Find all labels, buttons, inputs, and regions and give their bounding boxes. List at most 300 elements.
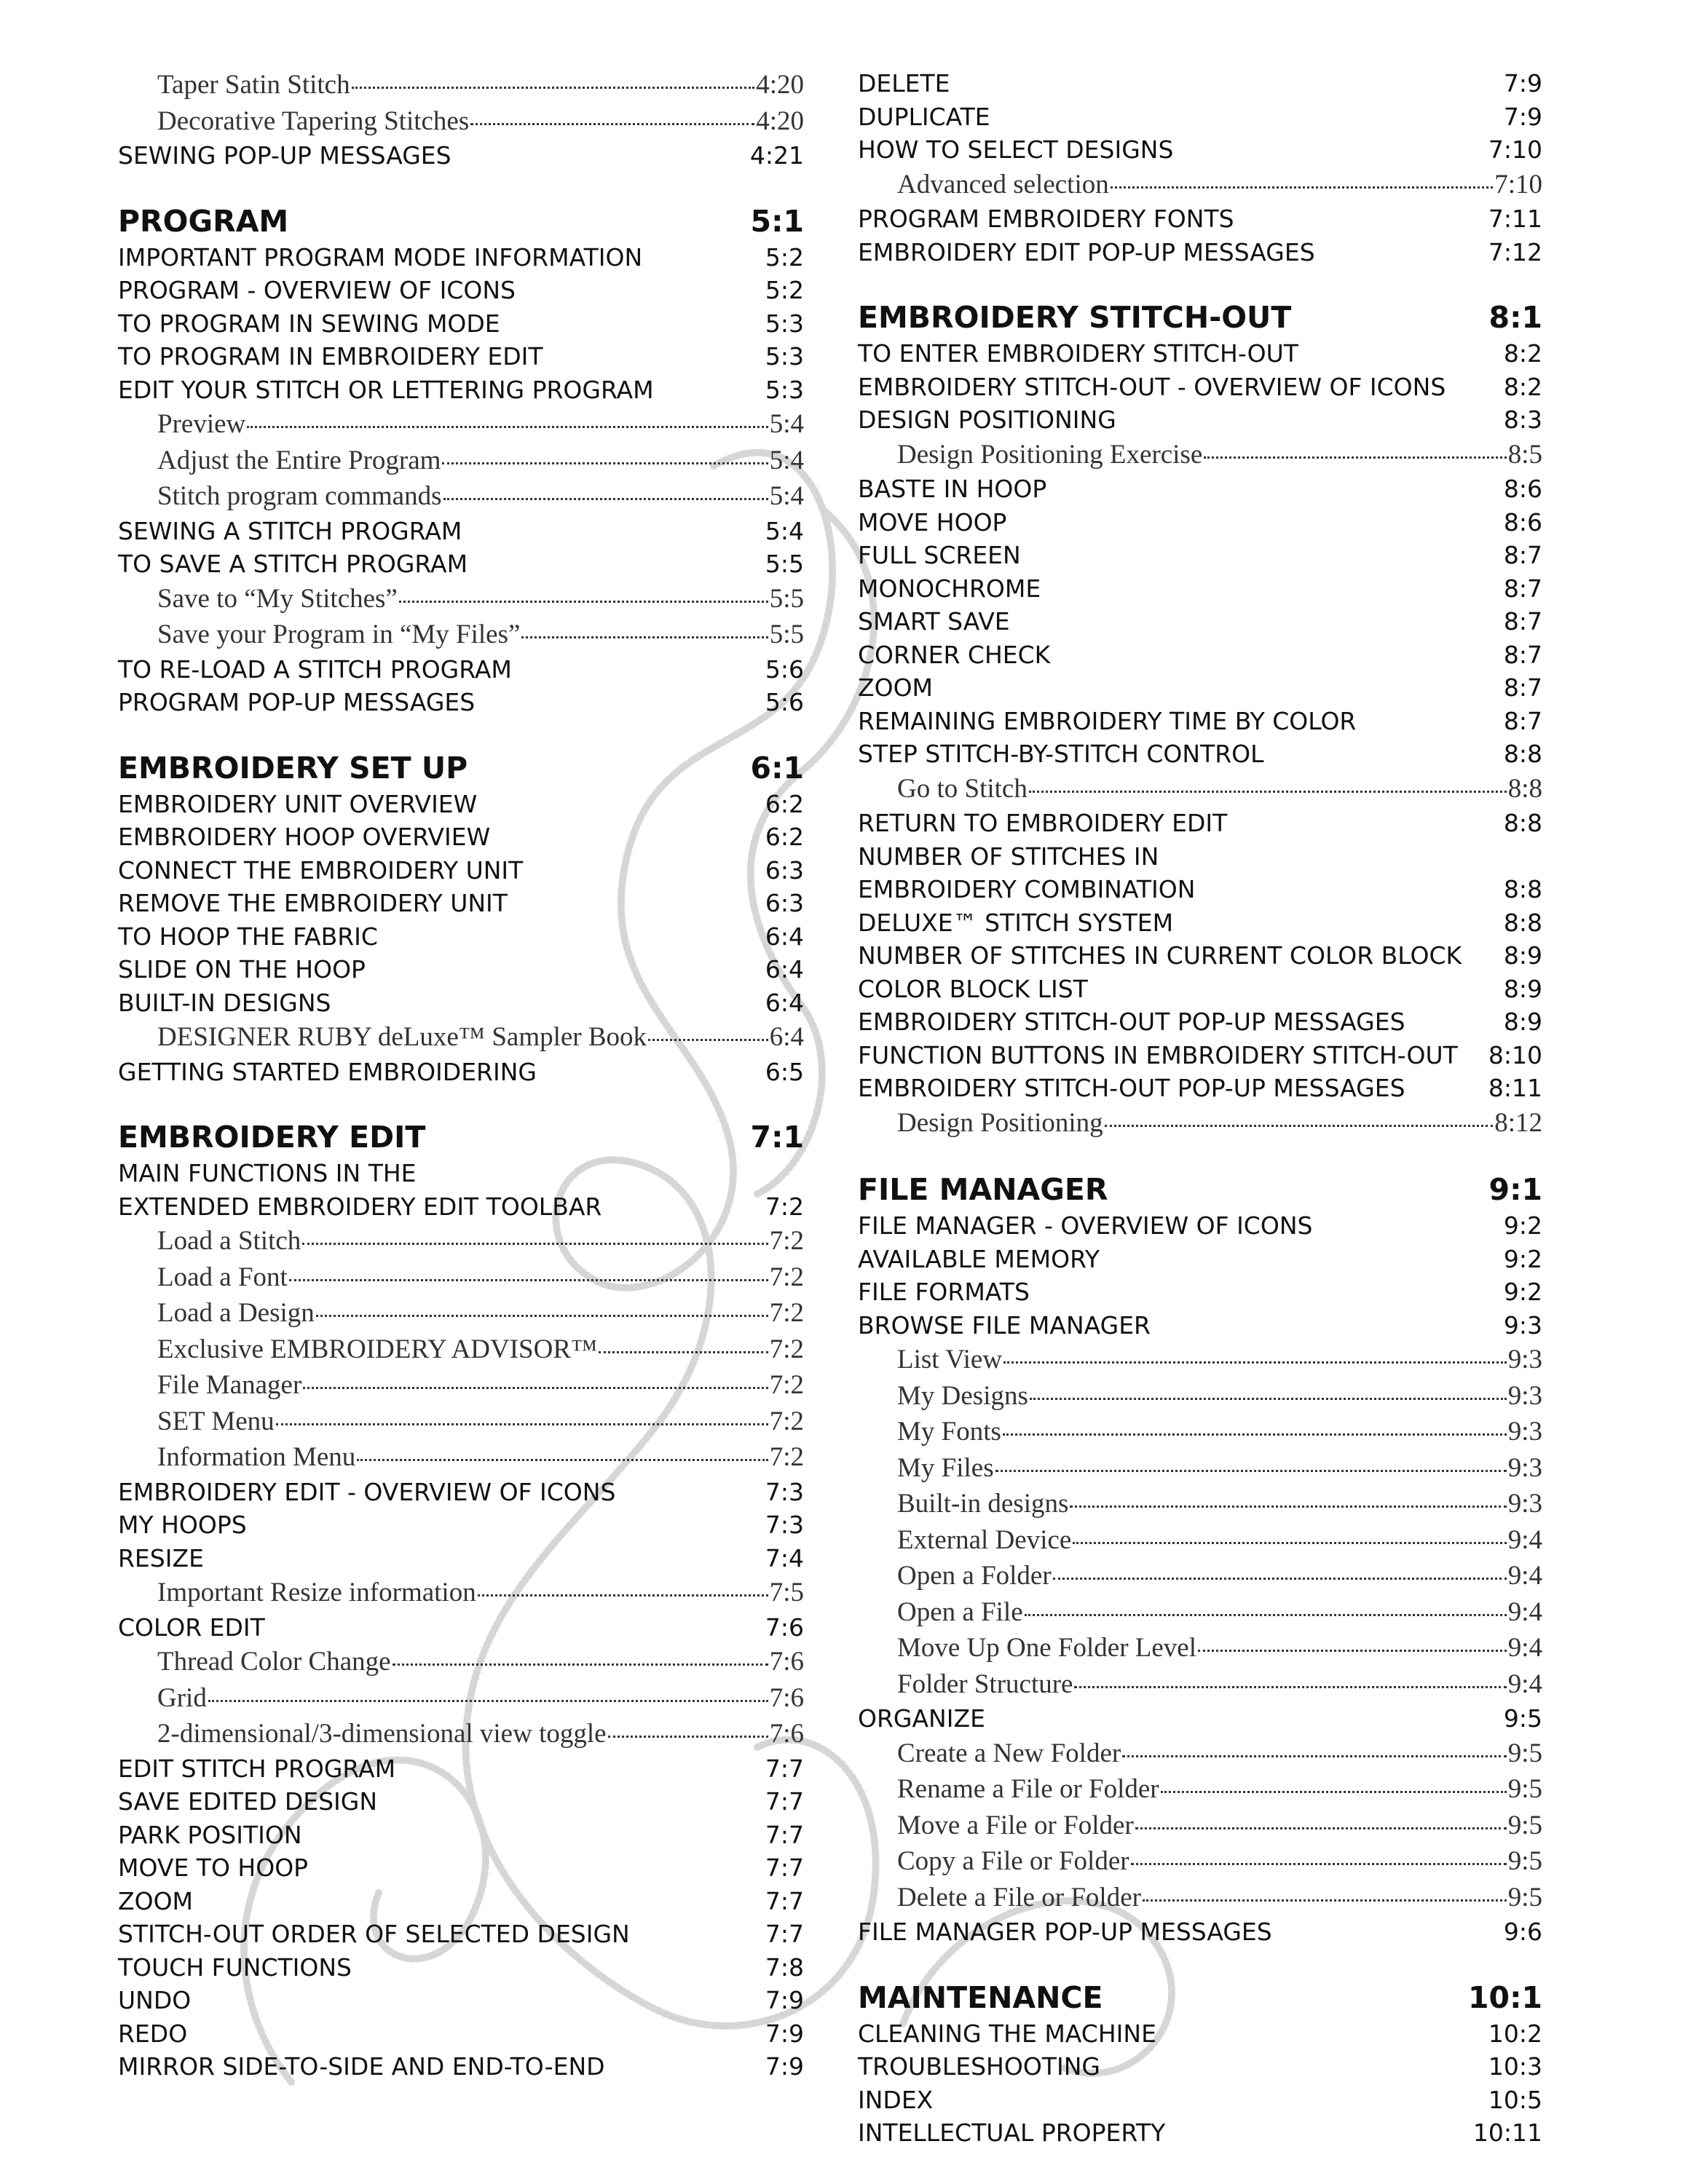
toc-entry-title: Taper Satin Stitch <box>157 70 350 100</box>
toc-entry-title: Design Positioning Exercise <box>897 439 1203 470</box>
toc-entry-page: 8:5 <box>1507 439 1542 470</box>
toc-entry-page: 6:4 <box>769 1022 804 1052</box>
dot-leader <box>1111 186 1493 189</box>
toc-entry-embroidery-stitch-out-overview-of-icons[interactable] <box>858 371 1542 404</box>
toc-entry-page: 9:5 <box>1507 1846 1542 1876</box>
dot-leader <box>521 636 768 638</box>
toc-entry-file-manager[interactable] <box>118 1367 804 1404</box>
toc-chapter-file-manager[interactable] <box>858 1170 1542 1209</box>
toc-entry-page: 6:3 <box>765 855 804 885</box>
toc-entry-page: 7:2 <box>769 1406 804 1436</box>
toc-entry-duplicate[interactable] <box>858 100 1542 134</box>
toc-entry-zoom[interactable] <box>858 671 1542 705</box>
toc-entry-title: MOVE TO HOOP <box>118 1853 309 1882</box>
toc-entry-my-files[interactable] <box>858 1450 1542 1487</box>
toc-entry-page: 9:3 <box>1507 1380 1542 1411</box>
toc-entry-stitch-program-commands[interactable] <box>118 478 804 515</box>
toc-entry-page: 7:2 <box>765 1192 804 1221</box>
toc-entry-page: 7:9 <box>765 2019 804 2048</box>
toc-entry-grid[interactable] <box>118 1680 804 1717</box>
toc-entry-page: 6:1 <box>750 750 804 786</box>
toc-entry-page: 7:3 <box>765 1477 804 1506</box>
toc-entry-title: FILE MANAGER - OVERVIEW OF ICONS <box>858 1211 1313 1240</box>
toc-entry-title: My Designs <box>897 1380 1028 1411</box>
toc-entry-page: 7:5 <box>769 1578 804 1607</box>
toc-entry-title: Copy a File or Folder <box>897 1846 1129 1876</box>
toc-entry-troubleshooting[interactable] <box>858 2050 1542 2084</box>
toc-entry-page: 8:11 <box>1488 1074 1542 1102</box>
toc-entry-page: 5:5 <box>765 550 804 578</box>
toc-entry-browse-file-manager[interactable] <box>858 1309 1542 1342</box>
toc-entry-built-in-designs[interactable] <box>858 1486 1542 1522</box>
toc-entry-page: 8:7 <box>1503 574 1542 603</box>
toc-entry-sewing-a-stitch-program[interactable] <box>118 515 804 548</box>
toc-entry-title: TOUCH FUNCTIONS <box>118 1952 352 1982</box>
toc-entry-to-re-load-a-stitch-program[interactable] <box>118 653 804 687</box>
toc-entry-embroidery-combination[interactable] <box>858 873 1542 906</box>
toc-entry-design-positioning[interactable] <box>858 1105 1542 1142</box>
toc-entry-external-device[interactable] <box>858 1522 1542 1559</box>
toc-entry-page: 5:6 <box>765 688 804 716</box>
toc-entry-title: Preview <box>157 409 246 439</box>
toc-entry-touch-functions[interactable] <box>118 1951 804 1985</box>
toc-entry-edit-your-stitch-or-lettering-program[interactable] <box>118 373 804 407</box>
dot-leader <box>1030 1398 1507 1400</box>
toc-chapter-program[interactable] <box>118 202 804 241</box>
toc-entry-title: REMOVE THE EMBROIDERY UNIT <box>118 889 508 917</box>
dot-leader <box>1025 1614 1507 1616</box>
toc-entry-title: FILE MANAGER <box>858 1172 1108 1207</box>
toc-entry-built-in-designs[interactable] <box>118 986 804 1020</box>
toc-entry-file-formats[interactable] <box>858 1275 1542 1309</box>
toc-entry-title: Stitch program commands <box>157 481 442 511</box>
toc-entry-how-to-select-designs[interactable] <box>858 133 1542 167</box>
toc-entry-title: EMBROIDERY EDIT POP-UP MESSAGES <box>858 237 1315 266</box>
toc-entry-save-your-program-in-my-files[interactable] <box>118 617 804 653</box>
toc-entry-full-screen[interactable] <box>858 539 1542 572</box>
toc-entry-title: DUPLICATE <box>858 102 990 131</box>
toc-entry-page: 6:4 <box>765 955 804 984</box>
toc-entry-page: 9:1 <box>1488 1172 1542 1207</box>
toc-entry-page: 9:2 <box>1503 1244 1542 1273</box>
dot-leader <box>1198 1650 1507 1652</box>
dot-leader <box>357 1459 768 1461</box>
toc-entry-page: 7:8 <box>765 1952 804 1982</box>
toc-entry-important-program-mode-information[interactable] <box>118 241 804 274</box>
toc-entry-mirror-side-to-side-and-end-to-end[interactable] <box>118 2050 804 2084</box>
toc-entry-organize[interactable] <box>858 1702 1542 1736</box>
toc-left-column <box>118 67 804 2084</box>
toc-entry-resize[interactable] <box>118 1542 804 1575</box>
toc-entry-title: PROGRAM EMBROIDERY FONTS <box>858 205 1234 233</box>
toc-entry-move-a-file-or-folder[interactable] <box>858 1808 1542 1844</box>
toc-entry-page: 7:6 <box>765 1613 804 1642</box>
toc-entry-page: 8:8 <box>1503 908 1542 937</box>
toc-entry-title: TO PROGRAM IN SEWING MODE <box>118 309 500 338</box>
toc-entry-title: BASTE IN HOOP <box>858 475 1047 503</box>
toc-entry-connect-the-embroidery-unit[interactable] <box>118 854 804 887</box>
toc-entry-park-position[interactable] <box>118 1819 804 1852</box>
toc-entry-delete-a-file-or-folder[interactable] <box>858 1880 1542 1916</box>
toc-entry-title: Exclusive EMBROIDERY ADVISOR™ <box>157 1334 598 1364</box>
toc-entry-page: 8:9 <box>1503 941 1542 970</box>
toc-entry-page: 8:7 <box>1503 706 1542 735</box>
toc-entry-number-of-stitches-in[interactable] <box>858 840 1542 874</box>
dot-leader <box>1143 1899 1507 1902</box>
toc-entry-remove-the-embroidery-unit[interactable] <box>118 887 804 920</box>
dot-leader <box>1003 1433 1507 1436</box>
toc-entry-page: 4:20 <box>756 106 804 136</box>
toc-entry-page: 5:2 <box>765 276 804 304</box>
toc-entry-title: BROWSE FILE MANAGER <box>858 1310 1151 1340</box>
toc-entry-to-enter-embroidery-stitch-out[interactable] <box>858 337 1542 371</box>
toc-entry-title: IMPORTANT PROGRAM MODE INFORMATION <box>118 242 643 272</box>
toc-entry-page: 9:4 <box>1507 1669 1542 1699</box>
toc-entry-title: UNDO <box>118 1986 192 2014</box>
toc-entry-embroidery-stitch-out-pop-up-messages[interactable] <box>858 1005 1542 1039</box>
toc-entry-title: Information Menu <box>157 1442 356 1472</box>
toc-entry-title: Open a Folder <box>897 1561 1052 1591</box>
toc-entry-title: EMBROIDERY SET UP <box>118 750 468 786</box>
toc-entry-file-manager-pop-up-messages[interactable] <box>858 1915 1542 1949</box>
toc-entry-title: Adjust the Entire Program <box>157 445 441 475</box>
toc-entry-advanced-selection[interactable] <box>858 167 1542 203</box>
toc-entry-2-dimensional-3-dimensional-view-toggle[interactable] <box>118 1716 804 1752</box>
toc-entry-page: 8:10 <box>1488 1040 1542 1069</box>
toc-entry-page: 7:9 <box>1503 69 1542 98</box>
toc-chapter-maintenance[interactable] <box>858 1978 1542 2017</box>
toc-entry-title: NUMBER OF STITCHES IN <box>858 842 1159 871</box>
toc-entry-page: 5:4 <box>769 481 804 511</box>
toc-entry-my-designs[interactable] <box>858 1378 1542 1415</box>
toc-entry-title: Save your Program in “My Files” <box>157 620 521 649</box>
toc-entry-stitch-out-order-of-selected-design[interactable] <box>118 1918 804 1951</box>
toc-entry-load-a-design[interactable] <box>118 1295 804 1332</box>
toc-entry-title: TO ENTER EMBROIDERY STITCH-OUT <box>858 339 1298 368</box>
toc-entry-page: 8:12 <box>1494 1107 1542 1138</box>
toc-right-column <box>858 67 1542 2150</box>
toc-entry-page: 9:4 <box>1507 1597 1542 1627</box>
toc-entry-sewing-pop-up-messages[interactable] <box>118 139 804 173</box>
toc-entry-load-a-stitch[interactable] <box>118 1223 804 1259</box>
toc-entry-page: 7:7 <box>765 1853 804 1882</box>
toc-entry-page: 5:4 <box>769 445 804 475</box>
toc-entry-page: 7:12 <box>1488 237 1542 266</box>
toc-entry-page: 8:8 <box>1503 740 1542 768</box>
toc-entry-page: 5:2 <box>765 242 804 272</box>
toc-entry-title: MONOCHROME <box>858 574 1041 603</box>
toc-entry-page: 5:6 <box>765 654 804 684</box>
toc-entry-page: 9:3 <box>1507 1452 1542 1483</box>
toc-entry-move-to-hoop[interactable] <box>118 1851 804 1885</box>
toc-entry-title: TO HOOP THE FABRIC <box>118 922 378 951</box>
toc-entry-page: 9:3 <box>1507 1345 1542 1374</box>
toc-entry-title: Save to “My Stitches” <box>157 583 398 614</box>
toc-entry-page: 7:7 <box>765 1920 804 1948</box>
toc-entry-page: 8:2 <box>1503 372 1542 401</box>
toc-entry-page: 7:7 <box>765 1820 804 1849</box>
toc-entry-title: FULL SCREEN <box>858 541 1021 569</box>
toc-entry-cleaning-the-machine[interactable] <box>858 2017 1542 2051</box>
toc-entry-page: 8:6 <box>1503 507 1542 537</box>
toc-entry-title: FILE FORMATS <box>858 1278 1030 1306</box>
toc-entry-index[interactable] <box>858 2084 1542 2117</box>
toc-entry-taper-satin-stitch[interactable] <box>118 67 804 103</box>
toc-entry-preview[interactable] <box>118 406 804 443</box>
toc-entry-function-buttons-in-embroidery-stitch-out[interactable] <box>858 1039 1542 1072</box>
toc-entry-save-to-my-stitches[interactable] <box>118 581 804 617</box>
toc-entry-create-a-new-folder[interactable] <box>858 1736 1542 1772</box>
toc-entry-title: DELETE <box>858 69 950 98</box>
toc-entry-color-edit[interactable] <box>118 1611 804 1645</box>
toc-entry-title: Move Up One Folder Level <box>897 1633 1197 1663</box>
toc-entry-page: 8:9 <box>1503 1008 1542 1036</box>
toc-entry-page: 7:6 <box>769 1647 804 1677</box>
toc-entry-title: Load a Design <box>157 1298 315 1328</box>
toc-entry-title: STEP STITCH-BY-STITCH CONTROL <box>858 740 1264 768</box>
toc-entry-important-resize-information[interactable] <box>118 1575 804 1611</box>
toc-entry-title: DELUXE™ STITCH SYSTEM <box>858 908 1174 937</box>
toc-entry-to-program-in-sewing-mode[interactable] <box>118 307 804 341</box>
toc-entry-page: 6:3 <box>765 889 804 917</box>
dot-leader <box>303 1387 768 1389</box>
toc-entry-design-positioning[interactable] <box>858 403 1542 437</box>
toc-entry-page: 9:6 <box>1503 1918 1542 1946</box>
toc-entry-color-block-list[interactable] <box>858 973 1542 1006</box>
toc-entry-page: 9:5 <box>1507 1882 1542 1912</box>
toc-entry-page: 9:3 <box>1507 1489 1542 1519</box>
toc-entry-page: 8:7 <box>1503 673 1542 702</box>
toc-entry-to-hoop-the-fabric[interactable] <box>118 920 804 954</box>
dot-leader <box>1003 1361 1507 1364</box>
toc-entry-page: 9:3 <box>1507 1417 1542 1447</box>
toc-entry-embroidery-stitch-out-pop-up-messages[interactable] <box>858 1072 1542 1105</box>
toc-entry-title: COLOR BLOCK LIST <box>858 974 1088 1003</box>
toc-entry-title: PARK POSITION <box>118 1820 302 1849</box>
toc-entry-title: REDO <box>118 2019 188 2048</box>
toc-entry-title: PROGRAM <box>118 203 289 239</box>
toc-entry-to-save-a-stitch-program[interactable] <box>118 547 804 581</box>
toc-entry-page: 7:10 <box>1494 169 1542 199</box>
toc-entry-page: 8:2 <box>1503 339 1542 368</box>
toc-entry-page: 7:2 <box>769 1262 804 1292</box>
toc-entry-title: EMBROIDERY EDIT - OVERVIEW OF ICONS <box>118 1477 616 1506</box>
toc-entry-page: 9:5 <box>1503 1704 1542 1733</box>
toc-entry-embroidery-edit-pop-up-messages[interactable] <box>858 236 1542 269</box>
toc-entry-set-menu[interactable] <box>118 1404 804 1440</box>
toc-entry-edit-stitch-program[interactable] <box>118 1752 804 1786</box>
toc-entry-open-a-folder[interactable] <box>858 1558 1542 1594</box>
toc-entry-getting-started-embroidering[interactable] <box>118 1056 804 1089</box>
toc-entry-deluxe-stitch-system[interactable] <box>858 906 1542 940</box>
toc-entry-page: 6:4 <box>765 922 804 951</box>
toc-entry-design-positioning-exercise[interactable] <box>858 437 1542 473</box>
toc-entry-page: 4:20 <box>756 70 804 100</box>
toc-entry-title: Built-in designs <box>897 1489 1069 1519</box>
toc-entry-title: TO PROGRAM IN EMBROIDERY EDIT <box>118 342 543 371</box>
toc-entry-slide-on-the-hoop[interactable] <box>118 953 804 986</box>
toc-entry-open-a-file[interactable] <box>858 1594 1542 1631</box>
toc-entry-page: 5:5 <box>769 620 804 649</box>
dot-leader <box>208 1700 768 1702</box>
toc-entry-thread-color-change[interactable] <box>118 1644 804 1680</box>
toc-entry-title: NUMBER OF STITCHES IN CURRENT COLOR BLOCK <box>858 941 1462 970</box>
toc-entry-title: CLEANING THE MACHINE <box>858 2019 1156 2048</box>
dot-leader <box>1074 1686 1506 1688</box>
toc-chapter-embroidery-set-up[interactable] <box>118 748 804 788</box>
toc-entry-page: 8:7 <box>1503 640 1542 669</box>
toc-entry-title: Delete a File or Folder <box>897 1882 1141 1912</box>
toc-entry-exclusive-embroidery-advisor[interactable] <box>118 1332 804 1368</box>
toc-entry-my-hoops[interactable] <box>118 1508 804 1542</box>
toc-entry-title: SLIDE ON THE HOOP <box>118 955 366 984</box>
toc-entry-page: 8:8 <box>1503 875 1542 903</box>
toc-entry-page: 5:5 <box>769 583 804 614</box>
toc-entry-zoom[interactable] <box>118 1885 804 1918</box>
toc-entry-information-menu[interactable] <box>118 1439 804 1476</box>
toc-entry-embroidery-edit-overview-of-icons[interactable] <box>118 1476 804 1509</box>
toc-entry-intellectual-property[interactable] <box>858 2116 1542 2150</box>
toc-entry-move-up-one-folder-level[interactable] <box>858 1630 1542 1666</box>
toc-entry-go-to-stitch[interactable] <box>858 771 1542 807</box>
toc-entry-title: TROUBLESHOOTING <box>858 2052 1100 2081</box>
toc-entry-page: 8:8 <box>1507 773 1542 804</box>
toc-entry-designer-ruby-deluxe-sampler-book[interactable] <box>118 1019 804 1056</box>
toc-entry-title: Create a New Folder <box>897 1738 1121 1768</box>
toc-entry-move-hoop[interactable] <box>858 506 1542 539</box>
dot-leader <box>599 1351 768 1353</box>
toc-entry-title: My Fonts <box>897 1417 1001 1447</box>
toc-entry-page: 10:2 <box>1488 2019 1542 2048</box>
toc-entry-title: ORGANIZE <box>858 1704 985 1733</box>
toc-entry-title: List View <box>897 1345 1003 1374</box>
toc-entry-title: DESIGN POSITIONING <box>858 405 1116 434</box>
toc-entry-save-edited-design[interactable] <box>118 1785 804 1819</box>
toc-entry-title: 2-dimensional/3-dimensional view toggle <box>157 1719 607 1749</box>
toc-entry-rename-a-file-or-folder[interactable] <box>858 1771 1542 1808</box>
toc-entry-adjust-the-entire-program[interactable] <box>118 443 804 479</box>
toc-entry-title: TO SAVE A STITCH PROGRAM <box>118 550 468 578</box>
dot-leader <box>399 601 768 603</box>
toc-entry-page: 9:5 <box>1507 1738 1542 1768</box>
toc-entry-extended-embroidery-edit-toolbar[interactable] <box>118 1190 804 1224</box>
dot-leader <box>608 1736 768 1738</box>
toc-entry-copy-a-file-or-folder[interactable] <box>858 1843 1542 1880</box>
dot-leader <box>302 1243 768 1245</box>
toc-entry-page: 5:3 <box>765 309 804 338</box>
toc-entry-file-manager-overview-of-icons[interactable] <box>858 1209 1542 1243</box>
toc-entry-smart-save[interactable] <box>858 605 1542 638</box>
toc-entry-title: File Manager <box>157 1370 302 1400</box>
toc-entry-page: 10:1 <box>1468 1979 1542 2015</box>
toc-entry-page: 5:1 <box>750 203 804 239</box>
toc-entry-program-embroidery-fonts[interactable] <box>858 202 1542 236</box>
toc-entry-title: My Files <box>897 1452 994 1483</box>
dot-leader <box>393 1663 768 1666</box>
toc-entry-return-to-embroidery-edit[interactable] <box>858 807 1542 840</box>
toc-entry-page: 7:2 <box>769 1334 804 1364</box>
toc-entry-title: ZOOM <box>118 1886 194 1915</box>
dot-leader <box>1073 1542 1506 1544</box>
toc-entry-title: SET Menu <box>157 1406 275 1436</box>
toc-entry-page: 9:2 <box>1503 1211 1542 1240</box>
toc-chapter-embroidery-stitch-out[interactable] <box>858 298 1542 337</box>
toc-entry-program-pop-up-messages[interactable] <box>118 686 804 719</box>
toc-entry-title: EMBROIDERY STITCH-OUT <box>858 300 1292 335</box>
toc-entry-list-view[interactable] <box>858 1342 1542 1378</box>
dot-leader <box>442 462 768 464</box>
dot-leader <box>1070 1506 1506 1508</box>
toc-entry-monochrome[interactable] <box>858 572 1542 606</box>
toc-entry-title: REMAINING EMBROIDERY TIME BY COLOR <box>858 706 1357 735</box>
toc-entry-number-of-stitches-in-current-color-block[interactable] <box>858 939 1542 973</box>
toc-entry-title: FUNCTION BUTTONS IN EMBROIDERY STITCH-OUT <box>858 1040 1458 1069</box>
toc-entry-page: 6:4 <box>765 988 804 1017</box>
toc-entry-undo[interactable] <box>118 1984 804 2017</box>
toc-entry-title: ZOOM <box>858 673 934 702</box>
toc-entry-page: 6:2 <box>765 823 804 851</box>
toc-entry-my-fonts[interactable] <box>858 1414 1542 1450</box>
toc-entry-title: EMBROIDERY UNIT OVERVIEW <box>118 789 478 818</box>
toc-entry-title: Grid <box>157 1682 207 1713</box>
toc-entry-embroidery-unit-overview[interactable] <box>118 788 804 821</box>
toc-entry-title: MIRROR SIDE-TO-SIDE AND END-TO-END <box>118 2052 605 2081</box>
toc-entry-baste-in-hoop[interactable] <box>858 472 1542 506</box>
toc-entry-page: 8:3 <box>1503 405 1542 434</box>
dot-leader <box>247 426 768 428</box>
toc-entry-program-overview-of-icons[interactable] <box>118 274 804 307</box>
toc-entry-title: FILE MANAGER POP-UP MESSAGES <box>858 1918 1272 1946</box>
toc-entry-page: 7:6 <box>769 1682 804 1713</box>
toc-entry-step-stitch-by-stitch-control[interactable] <box>858 737 1542 771</box>
toc-entry-title: PROGRAM POP-UP MESSAGES <box>118 688 476 716</box>
toc-entry-page: 7:2 <box>769 1442 804 1472</box>
toc-entry-page: 7:9 <box>765 1986 804 2014</box>
toc-entry-available-memory[interactable] <box>858 1243 1542 1276</box>
toc-entry-to-program-in-embroidery-edit[interactable] <box>118 340 804 373</box>
toc-entry-page: 8:9 <box>1503 974 1542 1003</box>
toc-entry-delete[interactable] <box>858 67 1542 100</box>
toc-entry-main-functions-in-the[interactable] <box>118 1157 804 1190</box>
toc-chapter-embroidery-edit[interactable] <box>118 1117 804 1157</box>
toc-entry-title: INDEX <box>858 2085 934 2114</box>
toc-entry-title: Open a File <box>897 1597 1023 1627</box>
toc-entry-title: Decorative Tapering Stitches <box>157 106 470 136</box>
toc-entry-page: 4:21 <box>749 141 804 170</box>
toc-entry-page: 8:7 <box>1503 541 1542 569</box>
toc-entry-load-a-font[interactable] <box>118 1259 804 1296</box>
toc-entry-title: EXTENDED EMBROIDERY EDIT TOOLBAR <box>118 1192 602 1221</box>
toc-entry-corner-check[interactable] <box>858 638 1542 672</box>
toc-entry-page: 7:2 <box>769 1370 804 1400</box>
dot-leader <box>443 498 768 500</box>
toc-entry-embroidery-hoop-overview[interactable] <box>118 820 804 854</box>
toc-entry-page: 5:4 <box>769 409 804 439</box>
dot-leader <box>1053 1578 1507 1580</box>
toc-entry-title: CONNECT THE EMBROIDERY UNIT <box>118 855 524 885</box>
toc-entry-title: CORNER CHECK <box>858 640 1051 669</box>
toc-entry-redo[interactable] <box>118 2017 804 2051</box>
toc-entry-decorative-tapering-stitches[interactable] <box>118 103 804 140</box>
toc-entry-title: RESIZE <box>118 1543 204 1572</box>
toc-entry-title: MAIN FUNCTIONS IN THE <box>118 1159 417 1187</box>
toc-entry-page: 8:6 <box>1503 475 1542 503</box>
toc-entry-folder-structure[interactable] <box>858 1666 1542 1703</box>
dot-leader <box>1135 1827 1507 1829</box>
toc-entry-page: 7:7 <box>765 1886 804 1915</box>
toc-entry-remaining-embroidery-time-by-color[interactable] <box>858 705 1542 738</box>
toc-entry-page: 9:2 <box>1503 1278 1542 1306</box>
